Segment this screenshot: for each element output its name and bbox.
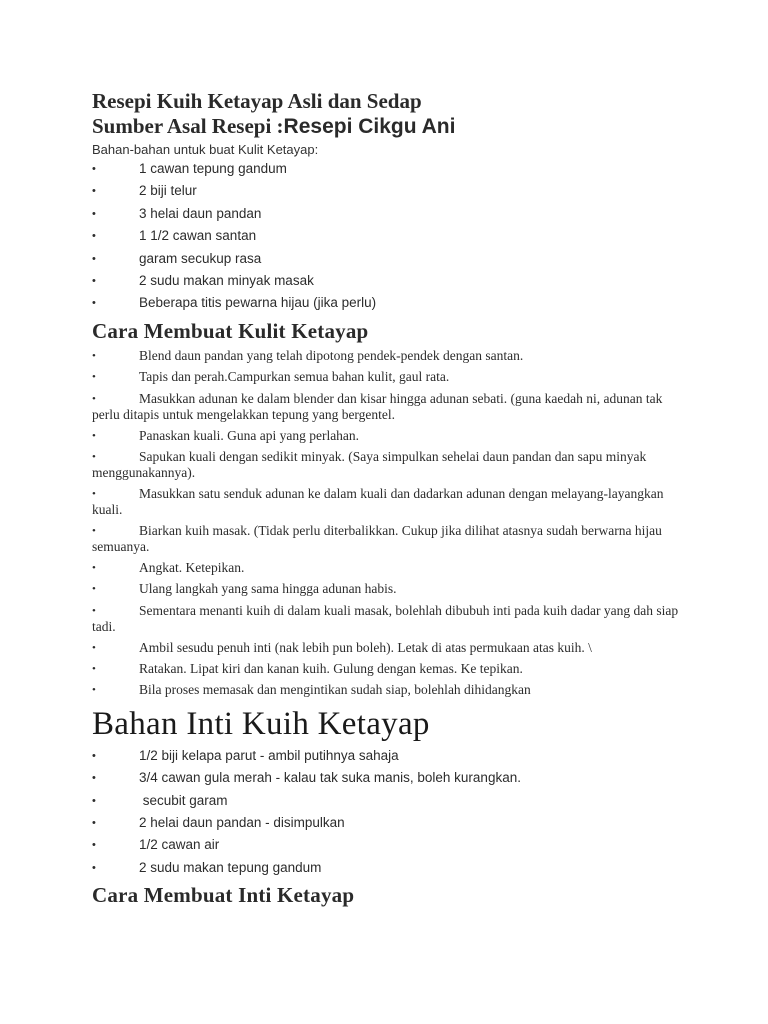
- list-item: [92, 251, 682, 267]
- bullet-icon: •: [92, 230, 96, 243]
- bullet-icon: •: [92, 604, 96, 617]
- ingredients-intro: Bahan-bahan untuk buat Kulit Ketayap:: [92, 142, 319, 157]
- list-item-text: secubit garam: [139, 792, 228, 808]
- source-name: Resepi Cikgu Ani: [283, 115, 456, 138]
- list-item: [92, 161, 682, 177]
- recipe-document: [92, 88, 682, 912]
- list-item: [92, 560, 682, 576]
- bullet-icon: •: [92, 663, 96, 676]
- list-item: [92, 770, 682, 786]
- list-item-text: 1 cawan tepung gandum: [139, 161, 287, 176]
- list-item: [92, 603, 682, 635]
- list-item: [92, 640, 682, 656]
- list-item-text: 3 helai daun pandan: [139, 205, 262, 221]
- list-item: [92, 581, 682, 597]
- list-item-text: 1/2 biji kelapa parut - ambil putihnya sahaja: [139, 747, 399, 763]
- list-item: [92, 206, 682, 222]
- list-item-text: Sementara menanti kuih di dalam kuali masak, bolehlah dibubuh inti pada kuih dadar yang dah siap tadi.: [92, 602, 679, 634]
- bullet-icon: •: [92, 772, 96, 785]
- list-item-text: garam secukup rasa: [139, 250, 262, 266]
- bullet-icon: •: [92, 274, 96, 287]
- list-item: [92, 523, 682, 555]
- bullet-icon: •: [92, 487, 96, 500]
- inti-method-heading: Cara Membuat Inti Ketayap: [92, 883, 355, 908]
- list-item-text: Angkat. Ketepikan.: [139, 559, 245, 575]
- list-item-text: 2 sudu makan minyak masak: [139, 272, 314, 288]
- list-item-text: 2 sudu makan tepung gandum: [139, 859, 322, 875]
- list-item: [92, 228, 682, 244]
- bullet-icon: •: [92, 207, 96, 220]
- list-item: [92, 369, 682, 385]
- list-item: [92, 428, 682, 444]
- inti-heading: Bahan Inti Kuih Ketayap: [92, 705, 430, 742]
- bullet-icon: •: [92, 684, 96, 697]
- kulit-method-heading: Cara Membuat Kulit Ketayap: [92, 318, 369, 343]
- bullet-icon: •: [92, 839, 96, 852]
- list-item: [92, 273, 682, 289]
- list-item-text: Bila proses memasak dan mengintikan sudah siap, bolehlah dihidangkan: [139, 682, 531, 698]
- bullet-icon: •: [92, 185, 96, 198]
- bullet-icon: •: [92, 349, 96, 362]
- bullet-icon: •: [92, 297, 96, 310]
- list-item: [92, 486, 682, 518]
- bullet-icon: •: [92, 641, 96, 654]
- bullet-icon: •: [92, 561, 96, 574]
- list-item: [92, 748, 682, 764]
- list-item-text: Beberapa titis pewarna hijau (jika perlu): [139, 295, 377, 311]
- list-item-text: Blend daun pandan yang telah dipotong pendek-pendek dengan santan.: [139, 347, 524, 363]
- bullet-icon: •: [92, 450, 96, 463]
- kulit-ingredient-list: [92, 161, 682, 311]
- source-prefix: Sumber Asal Resepi :: [92, 114, 284, 138]
- list-item-text: Masukkan adunan ke dalam blender dan kisar hingga adunan sebati. (guna kaedah ni, adunan tak perlu ditapis untuk mengelakkan tepung yang bergentel.: [92, 390, 663, 422]
- bullet-icon: •: [92, 429, 96, 442]
- list-item: [92, 449, 682, 481]
- list-item-text: Ulang langkah yang sama hingga adunan habis.: [139, 581, 397, 597]
- list-item-text: 3/4 cawan gula merah - kalau tak suka manis, boleh kurangkan.: [139, 770, 521, 786]
- bullet-icon: •: [92, 817, 96, 830]
- bullet-icon: •: [92, 392, 96, 405]
- list-item-text: Tapis dan perah.Campurkan semua bahan kulit, gaul rata.: [139, 369, 450, 385]
- list-item-text: Masukkan satu senduk adunan ke dalam kuali dan dadarkan adunan dengan melayang-layangkan kuali.: [92, 485, 664, 517]
- list-item: [92, 860, 682, 876]
- list-item: [92, 815, 682, 831]
- list-item: [92, 793, 682, 809]
- bullet-icon: •: [92, 749, 96, 762]
- list-item-text: Sapukan kuali dengan sedikit minyak. (Saya simpulkan sehelai daun pandan dan sapu minyak menggunakannya).: [92, 448, 647, 480]
- list-item: [92, 661, 682, 677]
- list-item: [92, 183, 682, 199]
- list-item-text: Panaskan kuali. Guna api yang perlahan.: [139, 427, 360, 443]
- list-item-text: 1/2 cawan air: [139, 837, 220, 853]
- bullet-icon: •: [92, 794, 96, 807]
- list-item-text: 2 helai daun pandan - disimpulkan: [139, 815, 345, 831]
- list-item-text: Biarkan kuih masak. (Tidak perlu diterbalikkan. Cukup jika dilihat atasnya sudah berwarna hijau semuanya.: [92, 522, 662, 554]
- list-item-text: Ambil sesudu penuh inti (nak lebih pun boleh). Letak di atas permukaan atas kuih. \: [139, 639, 592, 655]
- inti-ingredient-list: [92, 748, 682, 876]
- bullet-icon: •: [92, 371, 96, 384]
- kulit-steps-list: [92, 348, 682, 699]
- recipe-source: [92, 114, 682, 139]
- bullet-icon: •: [92, 252, 96, 265]
- bullet-icon: •: [92, 524, 96, 537]
- list-item-text: 1 1/2 cawan santan: [139, 228, 257, 244]
- bullet-icon: •: [92, 583, 96, 596]
- list-item-text: 2 biji telur: [139, 183, 197, 199]
- bullet-icon: •: [92, 163, 96, 175]
- recipe-title: Resepi Kuih Ketayap Asli dan Sedap: [92, 89, 422, 113]
- list-item: [92, 295, 682, 311]
- list-item: [92, 348, 682, 364]
- bullet-icon: •: [92, 861, 96, 874]
- list-item: [92, 682, 682, 698]
- list-item-text: Ratakan. Lipat kiri dan kanan kuih. Gulung dengan kemas. Ke tepikan.: [139, 661, 523, 677]
- list-item: [92, 391, 682, 423]
- list-item: [92, 837, 682, 853]
